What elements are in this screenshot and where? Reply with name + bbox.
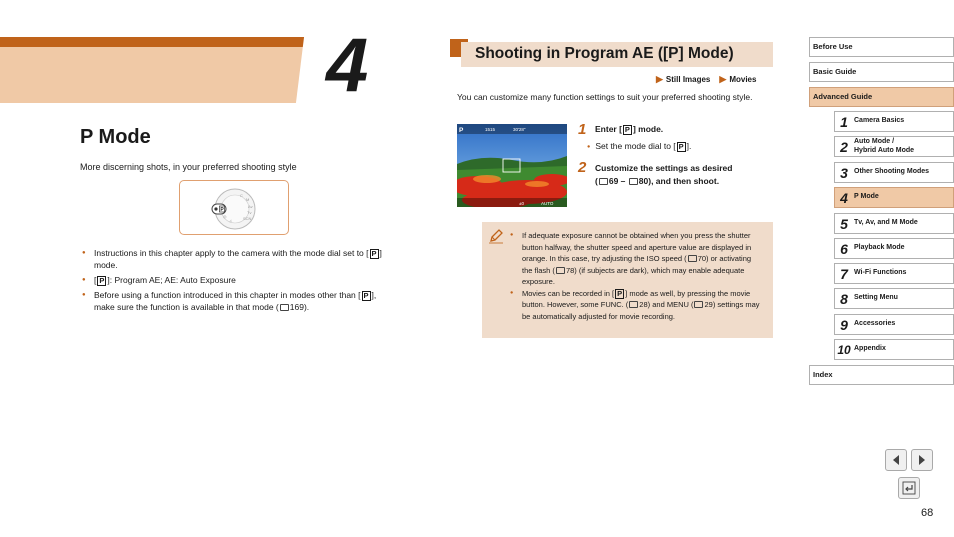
svg-text:Av: Av: [248, 204, 253, 209]
triangle-left-icon: [890, 454, 902, 466]
photo-ev-value: ±0: [519, 201, 524, 206]
page-nav-arrows: [885, 449, 933, 471]
chapter-band: [0, 47, 306, 103]
page-ref-link[interactable]: 28: [639, 300, 648, 309]
p-mode-icon: P: [99, 276, 105, 285]
return-arrow-icon: [902, 481, 916, 495]
step-number: 2: [578, 159, 587, 176]
tag-movies: ▶ Movies: [719, 74, 757, 84]
book-icon: [694, 301, 703, 308]
svg-text:♫: ♫: [229, 218, 232, 223]
step-title: Customize the settings as desired ( 69 – 80), and then shoot.: [595, 163, 733, 186]
chapter-subtitle: More discerning shots, in your preferred shooting style: [80, 162, 297, 172]
book-icon: [688, 255, 697, 262]
chapter-band-stripe: [0, 37, 310, 47]
svg-text:SCN: SCN: [243, 216, 252, 221]
svg-text:C: C: [240, 193, 243, 198]
nav-advanced-guide[interactable]: Advanced Guide: [809, 87, 954, 107]
page-ref-link[interactable]: 80: [638, 176, 649, 186]
nav-chapter-4[interactable]: 4 P Mode: [834, 187, 954, 208]
nav-chapter-2[interactable]: 2 Auto Mode / Hybrid Auto Mode: [834, 136, 954, 157]
nav-chapter-1[interactable]: 1 Camera Basics: [834, 111, 954, 132]
play-arrow-icon: ▶: [719, 74, 727, 84]
note-panel: [482, 222, 773, 338]
page-ref-link[interactable]: 70: [697, 254, 707, 263]
note-list: [510, 230, 760, 322]
chapter-bullets: [82, 247, 394, 316]
mode-dial-illustration: [179, 180, 289, 235]
photo-shots-remaining: 1515: [485, 127, 496, 132]
list-item: ● Movies can be recorded in [ P ] mode as well, by pressing the movie button. However, some FUNC. ( 28) and MENU ( 29) settings may be automatically adjusted for movie recording.: [510, 288, 760, 323]
list-item: ● Instructions in this chapter apply to the camera with the mode dial set to [ P ] mode.: [82, 247, 394, 271]
p-mode-icon: P: [371, 249, 377, 258]
return-button[interactable]: [898, 477, 920, 499]
photo-mode-label: P: [459, 127, 464, 134]
p-mode-icon: P: [678, 142, 684, 151]
nav-chapter-5[interactable]: 5 Tv, Av, and M Mode: [834, 213, 954, 234]
applicable-modes: [656, 74, 756, 85]
book-icon: [280, 304, 289, 311]
chapter-number: 4: [326, 23, 369, 108]
list-item: ● [ P ]: Program AE; AE: Auto Exposure: [82, 274, 394, 286]
page-title: P Mode: [80, 126, 151, 148]
tag-still-images: ▶ Still Images: [656, 74, 711, 84]
camera-screen-photo: [457, 124, 567, 207]
page-ref-link[interactable]: 169: [289, 302, 304, 312]
book-icon: [629, 301, 638, 308]
svg-text:P: P: [220, 207, 224, 214]
nav-index[interactable]: Index: [809, 365, 954, 385]
nav-chapter-7[interactable]: 7 Wi-Fi Functions: [834, 263, 954, 284]
nav-before-use[interactable]: Before Use: [809, 37, 954, 57]
step-number: 1: [578, 121, 587, 138]
step-bullet: ● Set the mode dial to [ P ].: [587, 141, 691, 152]
svg-text:Tv: Tv: [247, 210, 252, 215]
nav-chapter-10[interactable]: 10 Appendix: [834, 339, 954, 360]
play-arrow-icon: ▶: [656, 74, 663, 84]
section-intro: You can customize many function settings to suit your preferred shooting style.: [457, 92, 753, 102]
list-item: ● Before using a function introduced in this chapter in modes other than [ P ], make sure the function is available in that mode ( 169).: [82, 289, 394, 313]
book-icon: [629, 178, 638, 185]
section-title: Shooting in Program AE ([P] Mode): [475, 45, 734, 62]
prev-page-button[interactable]: [885, 449, 907, 471]
nav-chapter-9[interactable]: 9 Accessories: [834, 314, 954, 335]
p-mode-icon: P: [624, 125, 630, 134]
nav-chapter-3[interactable]: 3 Other Shooting Modes: [834, 162, 954, 183]
svg-text:M: M: [246, 197, 250, 202]
book-icon: [599, 178, 608, 185]
pencil-icon: [488, 228, 504, 244]
step-title: Enter [ P ] mode.: [595, 124, 664, 134]
photo-iso-value: AUTO: [541, 201, 554, 206]
list-item: ● If adequate exposure cannot be obtained when you press the shutter button halfway, the shutter speed and aperture value are displayed in orange. In this case, try adjusting the ISO speed ( 70) or activating the flash ( 78) (if subjects are dark), which may enable adequate exposure.: [510, 230, 760, 288]
page-ref-link[interactable]: 69: [608, 176, 619, 186]
p-mode-icon: P: [363, 291, 369, 300]
next-page-button[interactable]: [911, 449, 933, 471]
svg-text:◎: ◎: [223, 214, 227, 219]
page-ref-link[interactable]: 78: [565, 265, 575, 275]
triangle-right-icon: [916, 454, 928, 466]
book-icon: [556, 267, 565, 274]
nav-chapter-6[interactable]: 6 Playback Mode: [834, 238, 954, 259]
nav-chapter-8[interactable]: 8 Setting Menu: [834, 288, 954, 309]
nav-basic-guide[interactable]: Basic Guide: [809, 62, 954, 82]
page-number: 68: [921, 507, 934, 519]
p-mode-icon: P: [617, 288, 623, 298]
photo-record-time: 30'28": [513, 127, 526, 132]
page-ref-link[interactable]: 29: [704, 300, 713, 309]
